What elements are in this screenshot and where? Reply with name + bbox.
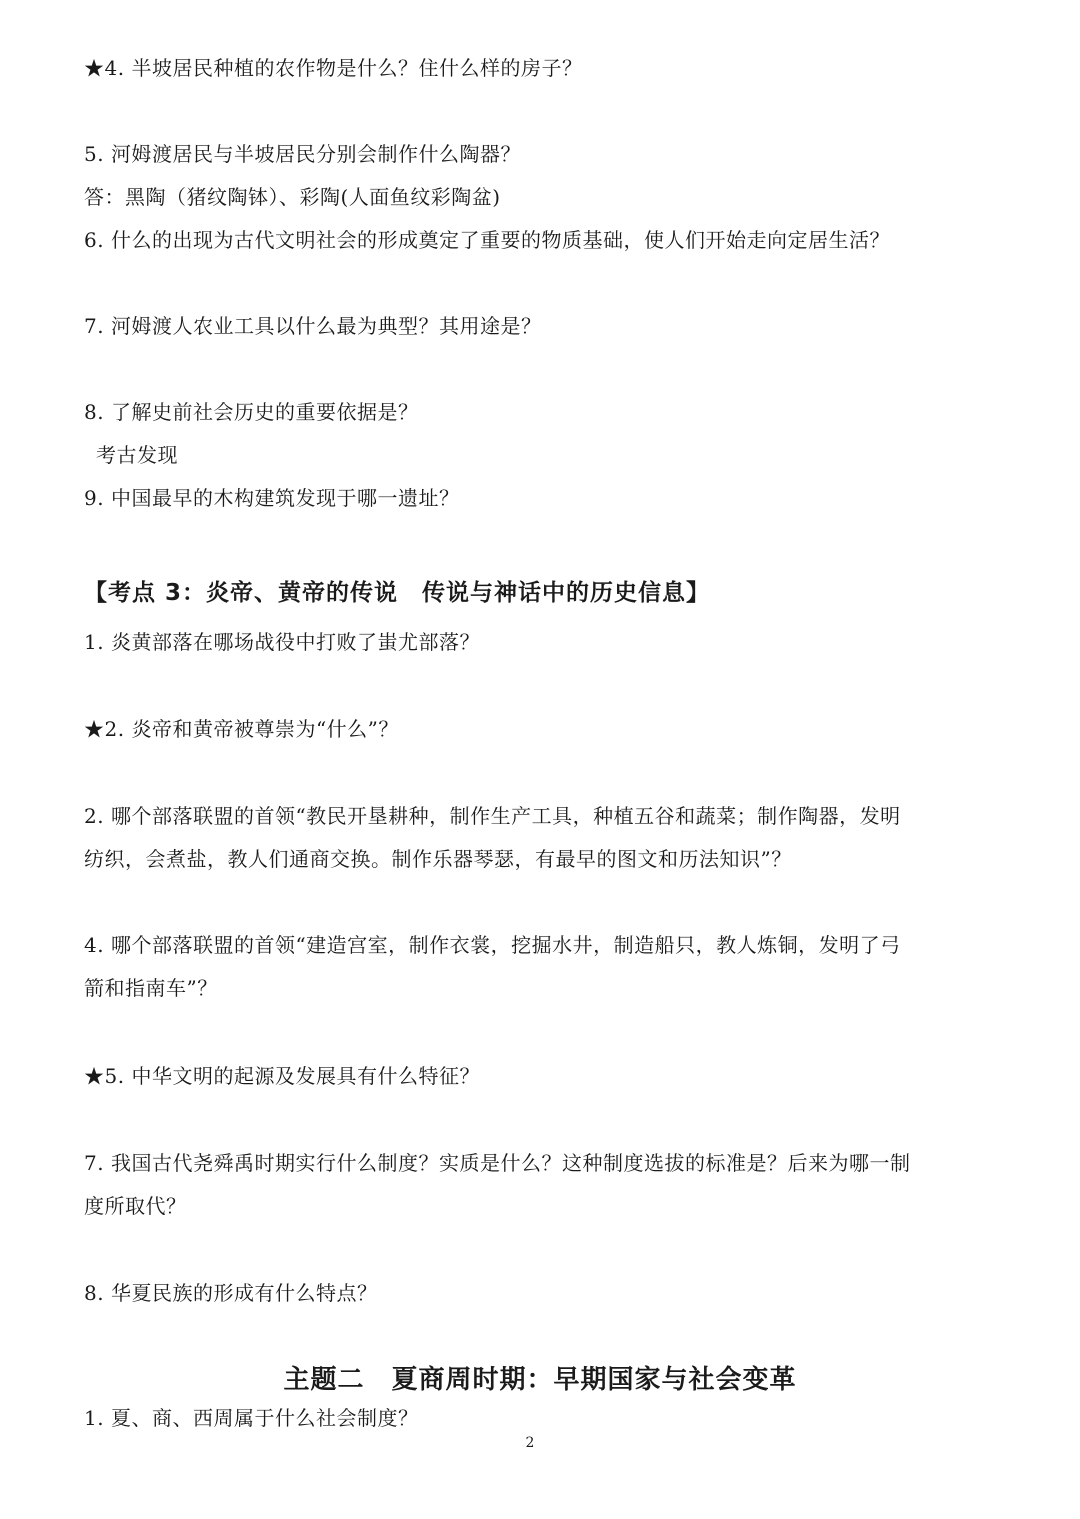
topic2-question-1: 1. 夏、商、西周属于什么社会制度？	[84, 1406, 419, 1430]
question-1: 1. 炎黄部落在哪场战役中打败了蚩尤部落？	[84, 630, 480, 654]
question-4-line-1: 4. 哪个部落联盟的首领“建造宫室，制作衣裳，挖掘水井，制造船只，教人炼铜，发明了弓	[84, 933, 901, 957]
question-7: 7. 河姆渡人农业工具以什么最为典型？其用途是？	[84, 314, 542, 338]
question-5-starred: ★5. 中华文明的起源及发展具有什么特征？	[84, 1064, 480, 1088]
question-4-line-2: 箭和指南车”？	[84, 976, 218, 1000]
question-8-section-3: 8. 华夏民族的形成有什么特点？	[84, 1281, 378, 1305]
question-2-starred: ★2. 炎帝和黄帝被尊崇为“什么”？	[84, 717, 399, 741]
question-7-line-1: 7. 我国古代尧舜禹时期实行什么制度？实质是什么？这种制度选拔的标准是？后来为哪一制	[84, 1151, 911, 1175]
answer-5: 答：黑陶（猪纹陶钵）、彩陶(人面鱼纹彩陶盆)	[84, 185, 501, 209]
page-number: 2	[525, 1435, 535, 1451]
topic-title: 主题二 夏商周时期：早期国家与社会变革	[283, 1365, 797, 1395]
question-7-line-2: 度所取代？	[84, 1194, 187, 1218]
section-heading-kaodian-3: 【考点 3：炎帝、黄帝的传说 传说与神话中的历史信息】	[84, 580, 711, 606]
question-5: 5. 河姆渡居民与半坡居民分别会制作什么陶器？	[84, 142, 521, 166]
question-9: 9. 中国最早的木构建筑发现于哪一遗址？	[84, 486, 460, 510]
question-6: 6. 什么的出现为古代文明社会的形成奠定了重要的物质基础，使人们开始走向定居生活？	[84, 228, 890, 252]
answer-8: 考古发现	[96, 443, 178, 467]
question-2-line-2: 纺织，会煮盐，教人们通商交换。制作乐器琴瑟，有最早的图文和历法知识”？	[84, 847, 792, 871]
question-4-starred: ★4. 半坡居民种植的农作物是什么？住什么样的房子？	[84, 56, 583, 80]
question-8: 8. 了解史前社会历史的重要依据是？	[84, 400, 419, 424]
question-2-line-1: 2. 哪个部落联盟的首领“教民开垦耕种，制作生产工具，种植五谷和蔬菜；制作陶器，发明	[84, 804, 901, 828]
